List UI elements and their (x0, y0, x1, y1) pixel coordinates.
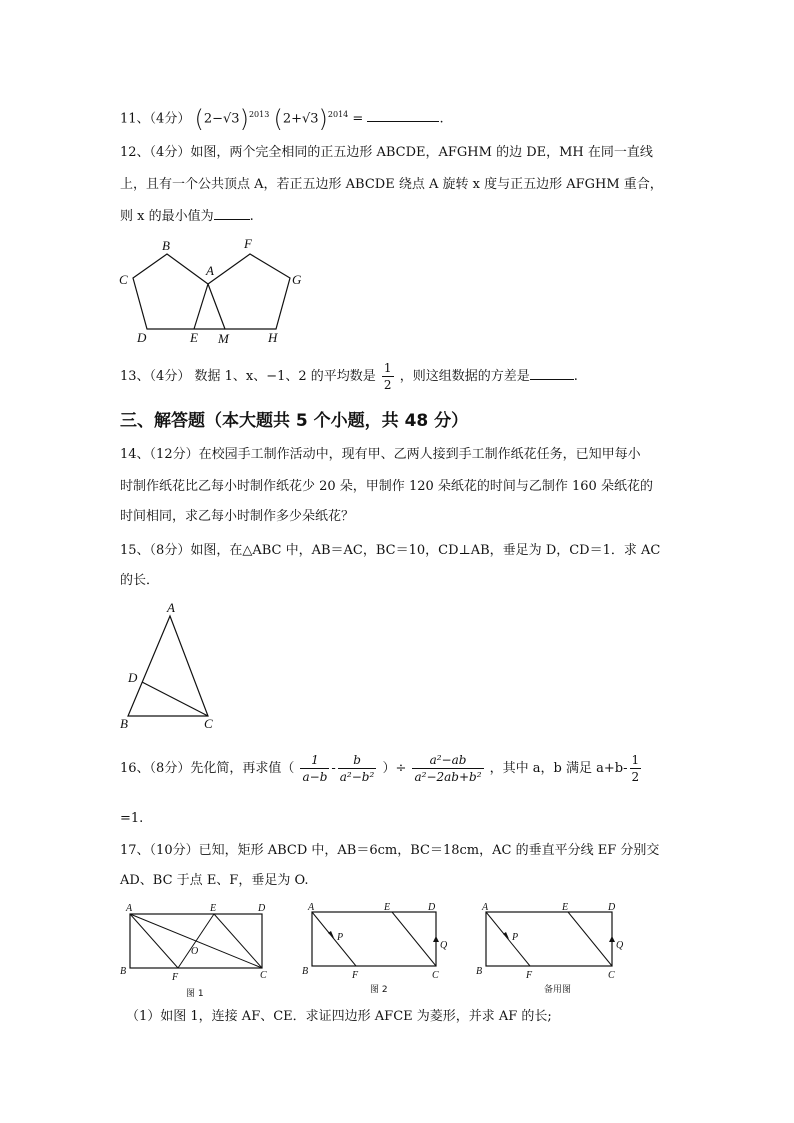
rect-abcd (486, 912, 612, 966)
rectangle-figure-1 (116, 900, 276, 1000)
q17-part-1: （1）如图 1，连接 AF、CE．求证四边形 AFCE 为菱形，并求 AF 的长; (126, 1009, 552, 1024)
q13-fraction (382, 360, 394, 393)
q11-end: . (439, 111, 444, 127)
label-m: M (218, 331, 229, 346)
label-d: D (128, 670, 138, 685)
q13-points: （4分） (149, 369, 191, 384)
arrow-q-icon (609, 936, 615, 942)
q13-answer-blank (530, 379, 574, 380)
q13-text-a: 数据 1、x、−1、2 的平均数是 (194, 369, 376, 384)
q16-f4-num: 1 (631, 753, 640, 767)
segment-ef (178, 914, 214, 968)
label-h: H (268, 330, 278, 345)
label-e: E (562, 902, 569, 913)
label-f: F (352, 970, 359, 981)
q15-line2: 的长． (120, 573, 160, 588)
segment-af (312, 912, 356, 966)
label-a: A (206, 263, 214, 278)
label-c: C (608, 970, 615, 981)
q14-points: （12分） (149, 447, 199, 462)
paren-open-icon: ( (194, 104, 204, 133)
q12-points: （4分） (149, 145, 191, 160)
q16-f2-num: b (338, 752, 377, 769)
q15-line1: 如图，在△ABC 中，AB＝AC，BC＝10，CD⊥AB，垂足为 D，CD＝1．求 AC (190, 543, 661, 558)
label-c: C (204, 716, 213, 731)
paren-close-icon: ) (239, 104, 249, 133)
q16-text-b: ）÷ (382, 761, 407, 776)
q13-end: . (573, 369, 578, 384)
q13-frac-num: 1 (383, 361, 392, 375)
q13-number: 13、 (120, 369, 150, 384)
label-d: D (428, 902, 436, 913)
segment-ec (568, 912, 612, 966)
label-d: D (608, 902, 616, 913)
q11-exp-b: 2014 (327, 110, 349, 119)
q17-number: 17、 (120, 843, 150, 858)
segment-ae (194, 284, 208, 329)
question-13 (120, 360, 578, 393)
label-c: C (260, 970, 267, 981)
q12-end: . (249, 209, 254, 224)
label-a: A (482, 902, 489, 913)
label-e: E (190, 330, 198, 345)
q16-f3-num: a²−ab (412, 752, 483, 769)
question-17 (120, 840, 659, 862)
label-b: B (476, 966, 483, 977)
q16-fraction-3 (412, 752, 483, 785)
q14-line2: 时制作纸花比乙每小时制作纸花少 20 朵，甲制作 120 朵纸花的时间与乙制作 160 朵纸花的 (120, 479, 653, 494)
arrow-p-icon (503, 932, 509, 939)
q15-number: 15、 (120, 543, 150, 558)
section-3-heading: 三、解答题（本大题共 5 个小题，共 48 分） (120, 411, 469, 431)
q16-f3-den: a²−2ab+b² (414, 770, 482, 784)
label-d: D (258, 903, 266, 914)
triangle-figure (114, 598, 224, 732)
q14-line3: 时间相同，求乙每小时制作多少朵纸花？ (120, 509, 355, 524)
q11-points: （4分） (149, 111, 191, 127)
q12-answer-blank (214, 219, 250, 220)
q16-text-c: ，其中 a，b 满足 a+b- (489, 761, 628, 776)
q17-line1: 已知，矩形 ABCD 中，AB＝6cm，BC＝18cm，AC 的垂直平分线 EF 分别交 (198, 843, 660, 858)
segment-cd (142, 682, 208, 716)
label-q: Q (440, 940, 448, 951)
q11-exp-a: 2013 (248, 110, 270, 119)
question-11 (120, 104, 444, 133)
q12-number: 12、 (120, 145, 150, 160)
q16-line2: =1. (120, 811, 144, 826)
q12-line2: 上，且有一个公共顶点 A，若正五边形 ABCDE 绕点 A 旋转 x 度与正五边形 AFGHM 重合， (120, 177, 663, 192)
caption-fig-2: 图 2 (370, 985, 388, 995)
segment-af (130, 914, 178, 968)
pentagon-abcde (133, 254, 208, 329)
paren-open-icon: ( (273, 104, 283, 133)
q12-line3: 则 x 的最小值为 (120, 209, 214, 224)
label-b: B (302, 966, 309, 977)
q14-line1: 在校园手工制作活动中，现有甲、乙两人接到手工制作纸花任务，已知甲每小 (198, 447, 641, 462)
label-c: C (432, 970, 439, 981)
q17-line2: AD、BC 于点 E、F，垂足为 O. (120, 873, 309, 888)
q16-number: 16、 (120, 761, 150, 776)
q11-answer-blank (367, 121, 439, 122)
q16-fraction-2 (338, 752, 377, 785)
triangle-abc (128, 616, 208, 716)
q14-number: 14、 (120, 447, 150, 462)
q16-fraction-4 (630, 752, 642, 785)
segment-ec (392, 912, 436, 966)
q15-points: （8分） (149, 543, 191, 558)
q11-expr-b: 2+√3 (282, 111, 319, 127)
rect-abcd (312, 912, 436, 966)
paren-close-icon: ) (318, 104, 328, 133)
question-15 (120, 540, 660, 562)
q17-points: （10分） (149, 843, 199, 858)
q13-text-b: ，则这组数据的方差是 (399, 369, 530, 384)
label-g: G (292, 272, 302, 287)
label-b: B (120, 966, 127, 977)
q16-text-a: 先化简，再求值（ (190, 761, 295, 776)
label-f: F (526, 970, 533, 981)
label-a: A (308, 902, 315, 913)
q11-equals: = (352, 111, 364, 127)
question-12 (120, 142, 653, 164)
label-b: B (162, 238, 170, 253)
label-d: D (137, 330, 147, 345)
label-c: C (119, 272, 128, 287)
label-q: Q (616, 940, 624, 951)
segment-ec (214, 914, 262, 968)
q16-f1-den: a−b (302, 770, 328, 784)
segment-af (486, 912, 530, 966)
pentagon-afghm (208, 254, 290, 329)
label-f: F (172, 972, 179, 983)
q16-f2-den: a²−b² (339, 770, 375, 784)
label-o: O (191, 946, 199, 957)
label-e: E (210, 903, 217, 914)
q16-points: （8分） (149, 761, 191, 776)
arrow-q-icon (433, 936, 439, 942)
q11-expr-a: 2−√3 (203, 111, 240, 127)
label-a: A (167, 600, 175, 615)
caption-fig-1: 图 1 (186, 989, 204, 999)
question-14 (120, 444, 641, 466)
q16-minus: - (331, 761, 336, 776)
rectangle-figure-2 (298, 900, 458, 1000)
pentagons-figure (110, 234, 320, 350)
caption-fig-spare: 备用图 (544, 985, 572, 995)
q12-line1: 如图，两个完全相同的正五边形 ABCDE，AFGHM 的边 DE，MH 在同一直线 (190, 145, 653, 160)
label-e: E (384, 902, 391, 913)
q11-number: 11、 (120, 111, 150, 127)
label-b: B (120, 716, 128, 731)
label-p: P (337, 932, 344, 943)
q12-line3-wrap (120, 206, 254, 228)
question-16 (120, 752, 643, 785)
q13-frac-den: 2 (383, 378, 392, 392)
rectangle-figure-spare (472, 900, 642, 1000)
label-p: P (512, 932, 519, 943)
q16-f4-den: 2 (631, 770, 640, 784)
q16-fraction-1 (300, 752, 329, 785)
label-f: F (244, 236, 252, 251)
q16-f1-num: 1 (300, 752, 329, 769)
label-a: A (126, 903, 133, 914)
